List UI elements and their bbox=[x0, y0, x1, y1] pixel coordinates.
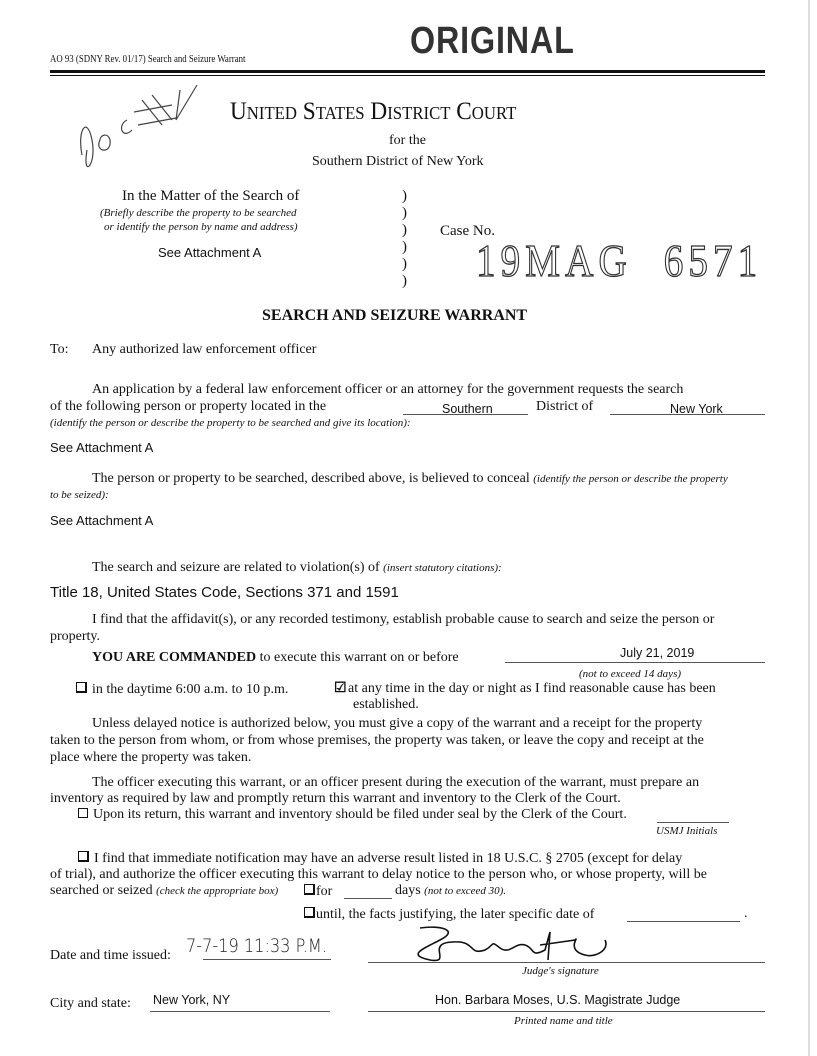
usmj-initials-label: USMJ Initials bbox=[656, 825, 718, 837]
seal-label: Upon its return, this warrant and inventory should be filed under seal by the Clerk of the Court. bbox=[93, 807, 627, 822]
p5-line3: place where the property was taken. bbox=[50, 750, 252, 765]
caption-instr-1: (Briefly describe the property to be searched bbox=[100, 207, 297, 219]
judge-name-caption: Printed name and title bbox=[514, 1015, 613, 1027]
caption-matter: In the Matter of the Search of bbox=[122, 188, 300, 204]
paren: ) bbox=[402, 239, 407, 255]
original-stamp: ORIGINAL bbox=[410, 20, 575, 62]
p3-instr: (insert statutory citations): bbox=[383, 562, 502, 574]
p5-line1: Unless delayed notice is authorized below, you must give a copy of the warrant and a receipt for the property bbox=[92, 716, 703, 731]
p2-text: The person or property to be searched, described above, is believed to conceal bbox=[92, 471, 530, 486]
anytime-option[interactable] bbox=[334, 682, 716, 696]
city-value: New York, NY bbox=[153, 993, 231, 1007]
page-right-edge bbox=[808, 0, 810, 1056]
court-district: Southern District of New York bbox=[312, 154, 484, 169]
anytime-checkbox-checked[interactable]: ☑ bbox=[334, 681, 347, 696]
usmj-initials-field[interactable] bbox=[657, 808, 729, 823]
delay-notice-checkbox[interactable] bbox=[78, 851, 89, 862]
daytime-label: in the daytime 6:00 a.m. to 10 p.m. bbox=[92, 682, 289, 697]
paren: ) bbox=[402, 205, 407, 221]
p7-instr: (check the appropriate box) bbox=[156, 885, 279, 897]
issued-value-handwritten: 7-7-19 11:33 P.M. bbox=[186, 935, 327, 957]
p4-line1: I find that the affidavit(s), or any recorded testimony, establish probable cause to search and seize the person or bbox=[92, 612, 715, 627]
seal-checkbox[interactable] bbox=[78, 808, 88, 818]
execute-by-date: July 21, 2019 bbox=[620, 646, 695, 660]
delay-until-checkbox[interactable] bbox=[304, 907, 315, 918]
district-value-1: Southern bbox=[442, 402, 493, 416]
p7-line2: of trial), and authorize the officer executing this warrant to delay notice to the person who, or whose property, will be bbox=[50, 867, 708, 882]
until-period: . bbox=[744, 906, 748, 921]
form-id: AO 93 (SDNY Rev. 01/17) Search and Seizure Warrant bbox=[50, 54, 246, 65]
delay-for-checkbox[interactable] bbox=[304, 884, 315, 895]
p6-line2: inventory as required by law and promptly return this warrant and inventory to the Clerk of the Court. bbox=[50, 791, 621, 806]
court-for-the: for the bbox=[389, 133, 426, 148]
for-label: for bbox=[316, 884, 333, 899]
to-value: Any authorized law enforcement officer bbox=[92, 342, 317, 357]
caption-instr-2: or identify the person by name and address) bbox=[104, 221, 298, 233]
p1-line1: An application by a federal law enforcement officer or an attorney for the government requests the search bbox=[92, 382, 684, 397]
anytime-label-2: established. bbox=[353, 697, 419, 712]
city-label: City and state: bbox=[50, 996, 131, 1011]
p4-line2: property. bbox=[50, 629, 101, 644]
p7-line3 bbox=[50, 884, 278, 898]
paren: ) bbox=[402, 273, 407, 289]
p3-text: The search and seizure are related to violation(s) of bbox=[92, 560, 380, 575]
days-label: days bbox=[395, 883, 421, 898]
district-value-2: New York bbox=[670, 402, 723, 416]
p2-line1 bbox=[92, 472, 728, 486]
p5-line2: taken to the person from whom, or from whose premises, the property was taken, or leave the copy and receipt at the bbox=[50, 733, 704, 748]
judge-signature bbox=[400, 920, 625, 970]
p1-instr: (identify the person or describe the property to be searched and give its location): bbox=[50, 417, 411, 429]
p2-value: See Attachment A bbox=[50, 513, 154, 528]
p3-value: Title 18, United States Code, Sections 371 and 1591 bbox=[50, 584, 399, 601]
days-note: (not to exceed 30). bbox=[424, 885, 507, 897]
warrant-title: SEARCH AND SEIZURE WARRANT bbox=[262, 307, 528, 324]
handwritten-doc-note bbox=[72, 80, 212, 185]
p7-text: I find that immediate notification may have an adverse result listed in 18 U.S.C. § 2705 (except for delay bbox=[94, 851, 683, 866]
judge-name: Hon. Barbara Moses, U.S. Magistrate Judge bbox=[435, 993, 681, 1007]
until-date-field[interactable] bbox=[627, 907, 740, 922]
paren: ) bbox=[402, 222, 407, 238]
p3-line1 bbox=[92, 561, 502, 575]
signature-caption: Judge's signature bbox=[522, 965, 599, 977]
p6-line1: The officer executing this warrant, or an officer present during the execution of the warrant, must prepare an bbox=[92, 775, 700, 790]
header-rule-thin bbox=[50, 75, 765, 76]
to-label: To: bbox=[50, 342, 69, 357]
paren: ) bbox=[402, 256, 407, 272]
seal-option[interactable] bbox=[78, 808, 627, 822]
caption-value: See Attachment A bbox=[158, 245, 262, 260]
daytime-option[interactable] bbox=[76, 682, 288, 697]
paren: ) bbox=[402, 188, 407, 204]
p2-instr: (identify the person or describe the property bbox=[533, 473, 728, 485]
case-label: Case No. bbox=[440, 223, 495, 239]
p7-text-3: searched or seized bbox=[50, 883, 153, 898]
p1-value: See Attachment A bbox=[50, 440, 154, 455]
command-line bbox=[92, 651, 459, 665]
delay-days-field[interactable] bbox=[344, 884, 392, 899]
case-number-stamp: 19MAG 6571 bbox=[476, 235, 763, 286]
delay-for-option[interactable] bbox=[304, 884, 332, 899]
issued-label: Date and time issued: bbox=[50, 948, 171, 963]
p1-line2b: District of bbox=[536, 399, 594, 414]
header-rule bbox=[50, 70, 765, 73]
p7-line1 bbox=[78, 851, 682, 866]
p2-instr-2: to be seized): bbox=[50, 489, 109, 501]
command-text: to execute this warrant on or before bbox=[259, 650, 459, 665]
days-line bbox=[395, 884, 506, 898]
p1-line2a: of the following person or property located in the bbox=[50, 399, 327, 414]
court-title: United States District Court bbox=[230, 98, 517, 125]
command-note: (not to exceed 14 days) bbox=[579, 668, 682, 680]
anytime-label: at any time in the day or night as I find reasonable cause has been bbox=[348, 681, 716, 696]
until-label: until, the facts justifying, the later specific date of bbox=[316, 907, 595, 922]
command-bold: YOU ARE COMMANDED bbox=[92, 650, 257, 665]
daytime-checkbox[interactable] bbox=[76, 682, 87, 693]
